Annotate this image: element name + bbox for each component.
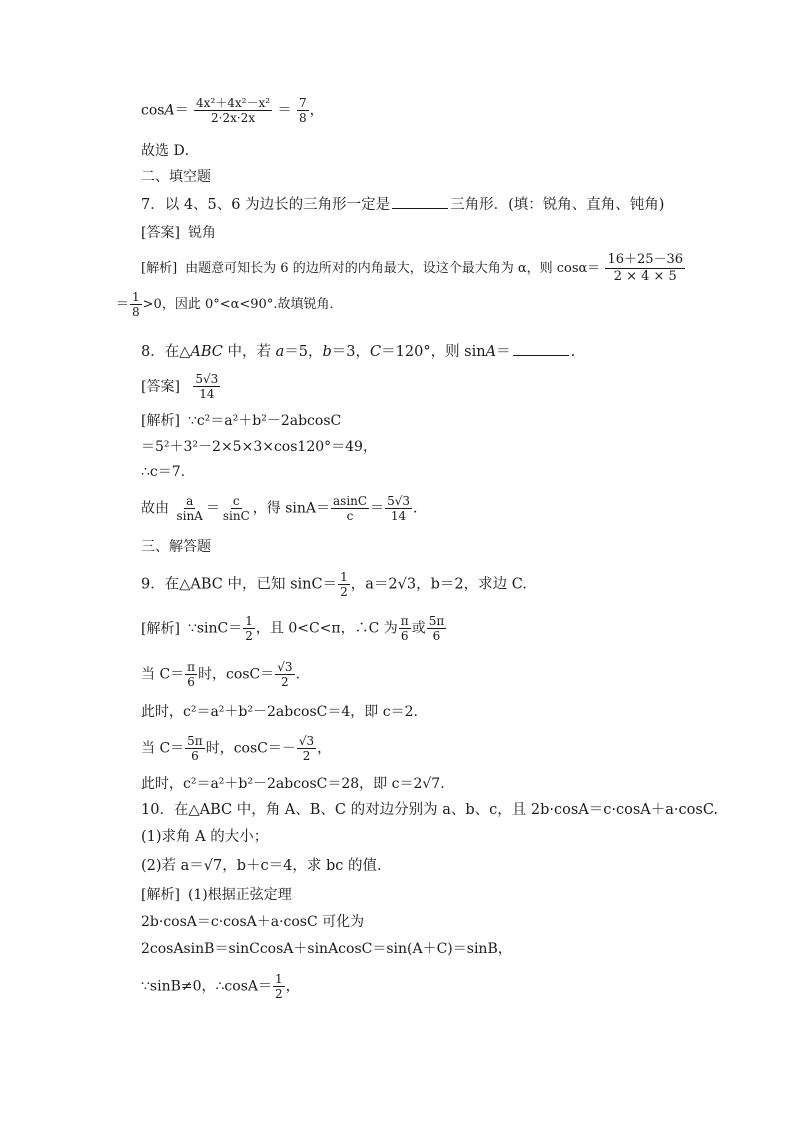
text: ∵c²＝a²＋b²－2abcosC xyxy=(187,413,342,429)
solution-10-line-3: 2cosAsinB＝sinCcosA＋sinAcosC＝sin(A＋C)＝sinB， xyxy=(141,941,512,957)
text: >0，因此 0°<α<90°.故填锐角． xyxy=(142,297,343,312)
fraction xyxy=(385,494,412,523)
text: 当 C＝ xyxy=(141,740,185,757)
text: 由题意可知长为 6 的边所对的内角最大，设这个最大角为 α，则 cosα＝ xyxy=(185,261,601,276)
solution-tag: [解析] xyxy=(141,261,178,276)
denominator: 6 xyxy=(191,749,199,763)
fraction xyxy=(273,972,285,1001)
fraction xyxy=(185,660,197,689)
text: ， xyxy=(317,740,332,757)
denominator: 2 xyxy=(281,675,289,689)
text: b xyxy=(322,344,332,360)
numerator: 5√3 xyxy=(387,494,410,508)
answer-blank xyxy=(513,341,569,356)
solution-10-line-1 xyxy=(141,886,292,904)
denominator: 14 xyxy=(199,387,215,401)
solution-10-line-2: 2b·cosA＝c·cosA＋a·cosC 可化为 xyxy=(141,914,365,930)
solution-tag: [解析] xyxy=(141,413,180,429)
denominator: 2·2x·2x xyxy=(211,111,256,125)
denominator: 6 xyxy=(187,675,195,689)
fraction xyxy=(243,614,255,643)
numerator: asinC xyxy=(333,494,368,508)
fraction xyxy=(275,660,294,689)
answer-tag: [答案] xyxy=(141,225,180,241)
text: ＝3， xyxy=(331,344,371,360)
text: ， xyxy=(285,978,300,995)
denominator: sinA xyxy=(176,509,203,523)
fraction xyxy=(427,614,447,643)
text: 9．在△ABC 中，已知 sinC＝ xyxy=(141,576,338,593)
solution-tag: [解析] xyxy=(141,620,180,637)
section-heading: 三、解答题 xyxy=(141,539,211,555)
choice-line: 故选 D． xyxy=(141,143,199,159)
fraction xyxy=(221,494,252,523)
fraction xyxy=(338,570,350,599)
solution-8-line-2: ＝5²＋3²－2×5×3×cos120°＝49， xyxy=(141,439,377,455)
text: A xyxy=(164,102,175,119)
text: 时，cosC＝ xyxy=(198,666,275,683)
denominator: sinC xyxy=(222,509,250,523)
text: 时，cosC＝－ xyxy=(205,740,296,757)
denominator: 2 xyxy=(340,585,348,599)
answer-text: 锐角 xyxy=(187,225,216,241)
numerator: π xyxy=(400,614,409,628)
numerator: c xyxy=(232,494,240,508)
solution-9-line-4 xyxy=(141,734,331,763)
denominator: 2 xyxy=(302,749,311,763)
denominator: 8 xyxy=(132,305,140,319)
solution-8-line-4 xyxy=(141,494,417,523)
question-8 xyxy=(141,341,575,361)
cosA-formula-line xyxy=(141,96,324,125)
fraction xyxy=(185,734,205,763)
text: cos xyxy=(141,102,165,119)
numerator: 1 xyxy=(245,614,253,628)
text: C xyxy=(370,344,382,360)
text: ∵sinB≠0，∴cosA＝ xyxy=(141,978,272,995)
numerator: 1 xyxy=(274,972,283,986)
text: 当 C＝ xyxy=(141,666,185,683)
text: A xyxy=(485,344,497,360)
numerator: 1 xyxy=(340,570,348,584)
denominator: 2 xyxy=(274,987,283,1001)
text: ＝ xyxy=(496,344,511,360)
text: ，且 0<C<π，∴C 为 xyxy=(255,620,398,637)
section-heading: 二、填空题 xyxy=(141,169,211,185)
solution-9-line-1 xyxy=(141,614,447,643)
numerator: √3 xyxy=(277,660,293,674)
fraction xyxy=(130,290,142,319)
fraction xyxy=(297,734,316,763)
solution-9-line-2 xyxy=(141,660,300,689)
question-10-part-2: (2)若 a＝√7，b＋c＝4，求 bc 的值． xyxy=(141,858,392,874)
text: ＝ xyxy=(174,102,189,119)
solution-7-line-1 xyxy=(141,252,686,285)
text: ＝ xyxy=(370,500,385,517)
numerator: π xyxy=(187,660,196,674)
text: 或 xyxy=(411,620,426,637)
denominator: c xyxy=(346,509,354,523)
text: 7．以 4、5、6 为边长的三角形一定是 xyxy=(141,197,391,213)
answer-7 xyxy=(141,224,216,242)
numerator: 16＋25－36 xyxy=(607,252,684,267)
numerator: 7 xyxy=(298,96,307,110)
text: 故由 xyxy=(141,500,169,517)
denominator: 2 × 4 × 5 xyxy=(613,269,677,284)
denominator: 2 xyxy=(245,629,253,643)
numerator: 5√3 xyxy=(195,372,219,386)
numerator: 4x²＋4x²－x² xyxy=(196,96,271,110)
text: a xyxy=(275,344,285,360)
fraction xyxy=(194,96,272,125)
answer-tag: [答案] xyxy=(141,378,180,395)
text: (1)根据正弦定理 xyxy=(187,887,292,903)
text: . xyxy=(412,500,418,517)
question-9 xyxy=(141,570,527,599)
numerator: √3 xyxy=(298,734,315,748)
denominator: 6 xyxy=(400,629,409,643)
question-10-part-1: (1)求角 A 的大小； xyxy=(141,829,269,845)
solution-8-line-1 xyxy=(141,412,341,430)
solution-9-line-5: 此时，c²＝a²＋b²－2abcosC＝28，即 c＝2√7. xyxy=(141,776,445,792)
numerator: 5π xyxy=(187,734,203,748)
solution-9-line-3: 此时，c²＝a²＋b²－2abcosC＝4，即 c＝2. xyxy=(141,704,418,720)
solution-10-line-4 xyxy=(141,972,300,1001)
text: 三角形．(填：锐角、直角、钝角) xyxy=(450,197,665,213)
solution-tag: [解析] xyxy=(141,887,180,903)
question-10: 10．在△ABC 中，角 A、B、C 的对边分别为 a、b、c，且 2b·cosA＝c·cosA＋a·cosC. xyxy=(141,802,719,818)
fraction xyxy=(297,96,309,125)
text: ＝ xyxy=(277,102,292,119)
numerator: a xyxy=(186,494,194,508)
text: ABC xyxy=(190,344,223,360)
text: ∵sinC＝ xyxy=(187,620,243,637)
text: ＝5， xyxy=(284,344,323,360)
numerator: 1 xyxy=(132,290,140,304)
text: ，a＝2√3，b＝2，求边 C. xyxy=(350,576,527,593)
numerator: 5π xyxy=(428,614,445,628)
answer-blank xyxy=(392,194,448,209)
question-7 xyxy=(141,194,664,214)
text: 中，若 xyxy=(222,344,276,360)
text: . xyxy=(570,344,576,360)
fraction xyxy=(174,494,204,523)
fraction xyxy=(399,614,411,643)
solution-7-line-2 xyxy=(116,290,342,319)
text: ， xyxy=(309,102,324,119)
answer-8 xyxy=(141,372,221,401)
text: 8．在△ xyxy=(141,344,191,360)
text: ＝120°，则 sin xyxy=(381,344,486,360)
denominator: 6 xyxy=(432,629,441,643)
denominator: 8 xyxy=(298,111,307,125)
solution-8-line-3: ∴c＝7. xyxy=(141,464,186,480)
denominator: 14 xyxy=(390,509,407,523)
fraction xyxy=(605,252,685,285)
text: ＝ xyxy=(205,500,220,517)
text: . xyxy=(295,666,300,683)
fraction xyxy=(331,494,369,523)
fraction xyxy=(193,372,220,401)
text: ，得 sinA＝ xyxy=(252,500,330,517)
text: ＝ xyxy=(116,297,130,312)
